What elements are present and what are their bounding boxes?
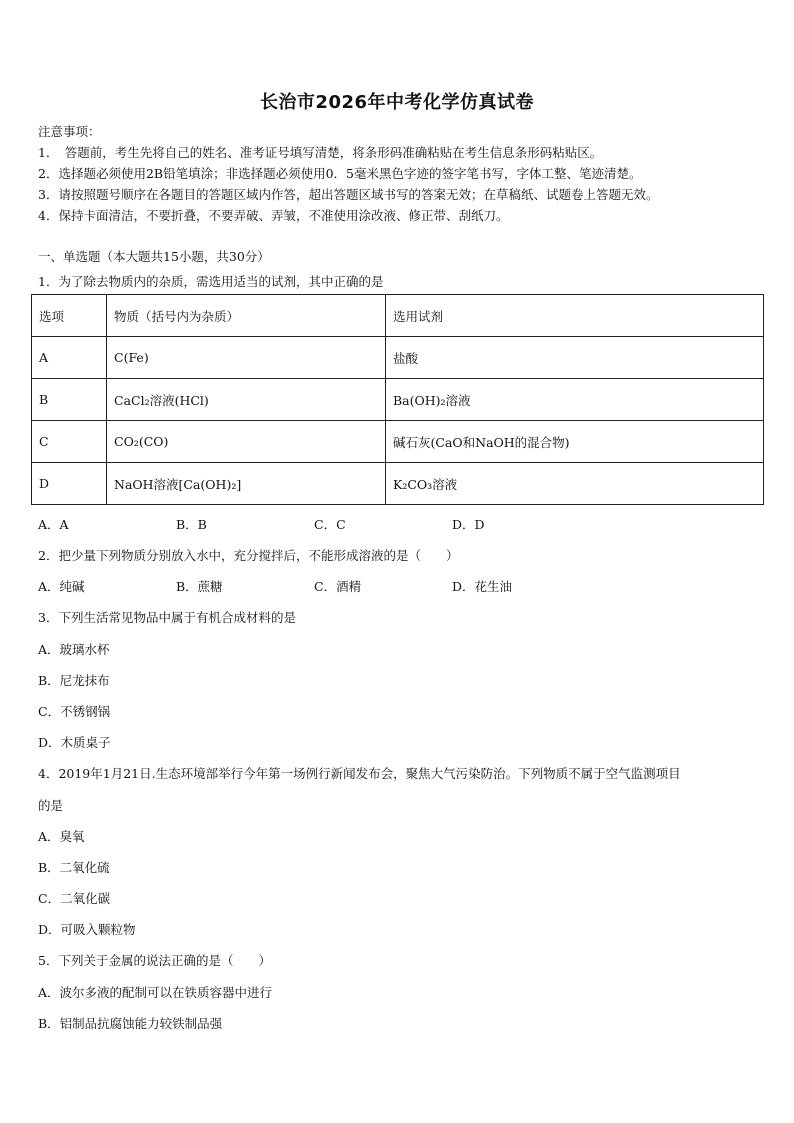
question-2-option-c: C．酒精	[314, 579, 362, 594]
question-5-option-b: B．铝制品抗腐蚀能力较铁制品强	[38, 1016, 223, 1031]
table-cell-substance: CaCl₂溶液(HCl)	[107, 379, 386, 421]
question-4-option-a: A．臭氧	[38, 829, 85, 844]
table-cell-option: D	[32, 463, 107, 505]
section-heading: 一、单选题（本大题共15小题，共30分）	[38, 249, 270, 264]
notice-item: 1． 答题前，考生先将自己的姓名、准考证号填写清楚，将条形码准确粘贴在考生信息条形码粘贴区。	[38, 145, 603, 160]
question-5-stem: 5．下列关于金属的说法正确的是（ ）	[38, 953, 271, 968]
table-cell-reagent: Ba(OH)₂溶液	[386, 379, 764, 421]
question-4-stem-cont: 的是	[38, 798, 64, 813]
table-cell-reagent: 碱石灰(CaO和NaOH的混合物)	[386, 421, 764, 463]
table-row	[32, 337, 764, 379]
table-row	[32, 463, 764, 505]
question-2-option-d: D．花生油	[452, 579, 513, 594]
question-2-stem: 2．把少量下列物质分别放入水中，充分搅拌后，不能形成溶液的是（ ）	[38, 548, 459, 563]
question-1-option-b: B．B	[176, 517, 207, 532]
question-4-option-d: D．可吸入颗粒物	[38, 922, 136, 937]
question-1-option-d: D．D	[452, 517, 485, 532]
table-row	[32, 379, 764, 421]
question-1-table	[31, 294, 764, 505]
question-4-option-b: B．二氧化硫	[38, 860, 110, 875]
table-cell-substance: CO₂(CO)	[107, 421, 386, 463]
question-2-option-a: A．纯碱	[38, 579, 85, 594]
question-3-stem: 3．下列生活常见物品中属于有机合成材料的是	[38, 610, 296, 625]
question-3-option-a: A．玻璃水杯	[38, 642, 110, 657]
table-cell-reagent: K₂CO₃溶液	[386, 463, 764, 505]
table-cell-substance: NaOH溶液[Ca(OH)₂]	[107, 463, 386, 505]
question-2-option-b: B．蔗糖	[176, 579, 223, 594]
question-1-option-c: C．C	[314, 517, 346, 532]
table-cell-option: B	[32, 379, 107, 421]
notice-item: 4．保持卡面清洁，不要折叠，不要弄破、弄皱，不准使用涂改液、修正带、刮纸刀。	[38, 208, 509, 223]
table-header-cell: 物质（括号内为杂质）	[107, 295, 386, 337]
question-5-option-a: A．波尔多液的配制可以在铁质容器中进行	[38, 985, 273, 1000]
table-header-row	[32, 295, 764, 337]
table-header-cell: 选用试剂	[386, 295, 764, 337]
table-cell-option: A	[32, 337, 107, 379]
question-1-option-a: A．A	[38, 517, 69, 532]
table-cell-option: C	[32, 421, 107, 463]
notice-item: 3．请按照题号顺序在各题目的答题区域内作答，超出答题区域书写的答案无效；在草稿纸、试题卷上答题无效。	[38, 187, 659, 202]
notice-heading: 注意事项：	[38, 124, 101, 139]
question-4-option-c: C．二氧化碳	[38, 891, 111, 906]
notice-item: 2．选择题必须使用2B铅笔填涂；非选择题必须使用0．5毫米黑色字迹的签字笔书写，字体工整、笔迹清楚。	[38, 166, 642, 181]
question-1-stem: 1．为了除去物质内的杂质，需选用适当的试剂，其中正确的是	[38, 274, 384, 289]
question-3-option-b: B．尼龙抹布	[38, 673, 110, 688]
table-cell-substance: C(Fe)	[107, 337, 386, 379]
table-cell-reagent: 盐酸	[386, 337, 764, 379]
table-header-cell: 选项	[32, 295, 107, 337]
page-title: 长治市2026年中考化学仿真试卷	[259, 92, 535, 113]
table-row	[32, 421, 764, 463]
question-4-stem: 4．2019年1月21日.生态环境部举行今年第一场例行新闻发布会，聚焦大气污染防治。下列物质不属于空气监测项目	[38, 766, 681, 781]
question-3-option-c: C．不锈钢锅	[38, 704, 111, 719]
question-3-option-d: D．木质桌子	[38, 735, 111, 750]
